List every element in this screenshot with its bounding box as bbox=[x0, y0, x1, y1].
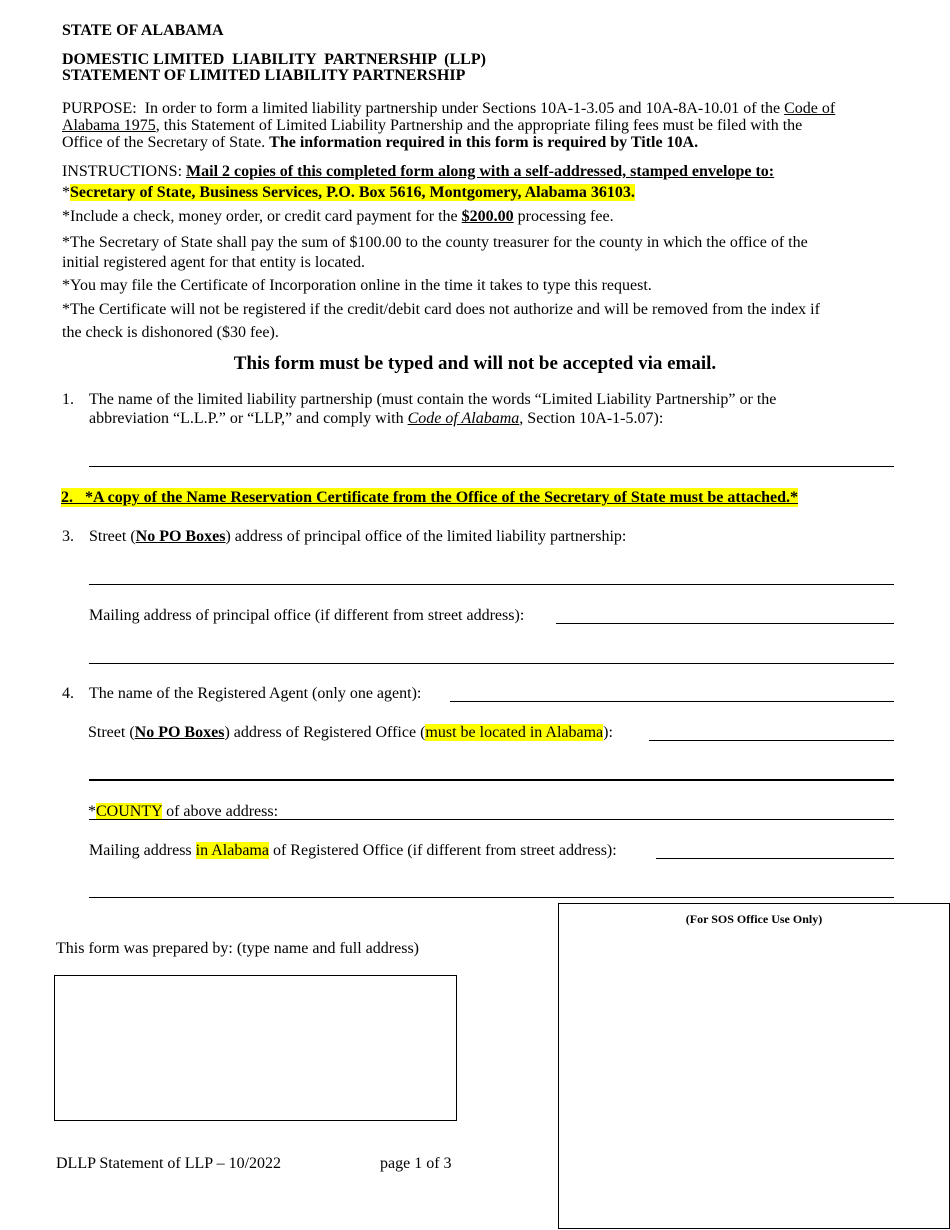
ro-post: ): bbox=[603, 724, 613, 741]
llp-name-field[interactable] bbox=[89, 466, 894, 467]
ro-mid: ) address of Registered Office ( bbox=[224, 724, 426, 741]
form-title: DOMESTIC LIMITED LIABILITY PARTNERSHIP (LLP) bbox=[62, 51, 486, 68]
ro-no-po-boxes: No PO Boxes bbox=[134, 724, 225, 741]
registered-office-field-2[interactable] bbox=[89, 779, 894, 781]
purpose-required: The information required in this form is required by Title 10A. bbox=[269, 134, 699, 151]
ro-mail-post: of Registered Office (if different from street address): bbox=[268, 842, 617, 859]
item-1-text: The name of the limited liability partnership (must contain the words “Limited Liability Partnership” or the bbox=[89, 391, 777, 408]
code-of-alabama-link: Code of bbox=[784, 100, 836, 117]
item-3-no-po-boxes: No PO Boxes bbox=[135, 528, 226, 545]
item-1-text-cont bbox=[89, 410, 663, 428]
ro-pre: Street ( bbox=[88, 724, 135, 741]
purpose-office: Office of the Secretary of State. bbox=[62, 134, 266, 151]
principal-street-field[interactable] bbox=[89, 584, 894, 585]
form-subtitle: STATEMENT OF LIMITED LIABILITY PARTNERSHIP bbox=[62, 67, 466, 84]
ro-alabama-highlight: must be located in Alabama bbox=[425, 724, 604, 741]
ro-mailing-label bbox=[89, 842, 617, 860]
mail-instructions: Mail 2 copies of this completed form along with a self-addressed, stamped envelope to: bbox=[186, 163, 775, 180]
online-filing-line: *You may file the Certificate of Incorporation online in the time it takes to type this request. bbox=[62, 277, 652, 294]
registered-agent-field[interactable] bbox=[450, 701, 894, 702]
prepared-by-box[interactable] bbox=[54, 975, 457, 1121]
item-1-section: , Section 10A-1-5.07): bbox=[519, 410, 664, 427]
certificate-line-1: *The Certificate will not be registered if the credit/debit card does not authorize and will be removed from the index if bbox=[62, 301, 820, 318]
ro-mail-highlight: in Alabama bbox=[195, 842, 269, 859]
registered-office-field[interactable] bbox=[649, 740, 894, 741]
item-4-number: 4. bbox=[62, 685, 74, 702]
mailing-address: Secretary of State, Business Services, P.O. Box 5616, Montgomery, Alabama 36103. bbox=[70, 184, 635, 201]
item-3-text bbox=[89, 528, 626, 546]
item-3-number: 3. bbox=[62, 528, 74, 545]
fee-pre: *Include a check, money order, or credit card payment for the bbox=[62, 208, 458, 225]
certificate-line-2: the check is dishonored ($30 fee). bbox=[62, 324, 279, 341]
county-field[interactable] bbox=[89, 819, 894, 820]
sos-office-use-box bbox=[558, 903, 950, 1229]
item-3-pre: Street ( bbox=[89, 528, 136, 545]
item-3-post: ) address of principal office of the limited liability partnership: bbox=[225, 528, 627, 545]
item-1-abbrev: abbreviation “L.L.P.” or “LLP,” and comply with bbox=[89, 410, 404, 427]
principal-mailing-field[interactable] bbox=[556, 623, 894, 624]
purpose-paragraph bbox=[62, 100, 892, 151]
registered-agent-label: The name of the Registered Agent (only one agent): bbox=[89, 685, 422, 702]
purpose-text-cont: , this Statement of Limited Liability Partnership and the appropriate filing fees must be filed with the bbox=[155, 117, 803, 134]
county-post: of above address: bbox=[162, 803, 279, 820]
principal-mailing-field-2[interactable] bbox=[89, 663, 894, 664]
state-heading: STATE OF ALABAMA bbox=[62, 22, 224, 39]
county-star: * bbox=[88, 803, 96, 820]
fee-amount: $200.00 bbox=[461, 208, 514, 225]
address-star: * bbox=[62, 184, 70, 201]
prepared-by-label: This form was prepared by: (type name and full address) bbox=[56, 940, 419, 957]
ro-mailing-field-2[interactable] bbox=[89, 897, 894, 898]
principal-mailing-label: Mailing address of principal office (if different from street address): bbox=[89, 607, 525, 624]
name-reservation-notice: 2. *A copy of the Name Reservation Certificate from the Office of the Secretary of State must be attached.* bbox=[61, 489, 798, 506]
instructions-line bbox=[62, 163, 774, 181]
item-1-number: 1. bbox=[62, 391, 74, 408]
mail-address-line bbox=[62, 184, 635, 202]
purpose-text: In order to form a limited liability partnership under Sections 10A-1-3.05 and 10A-8A-10.01 of the bbox=[144, 100, 781, 117]
form-id: DLLP Statement of LLP – 10/2022 bbox=[56, 1155, 282, 1172]
code-of-alabama-link-cont: Alabama 1975 bbox=[62, 117, 156, 134]
county-pay-line-1: *The Secretary of State shall pay the sum of $100.00 to the county treasurer for the county in which the office of the bbox=[62, 234, 808, 251]
ro-mailing-field[interactable] bbox=[656, 858, 894, 859]
registered-office-label bbox=[88, 724, 613, 742]
page-number: page 1 of 3 bbox=[380, 1155, 452, 1172]
item-1-code-ref: Code of Alabama bbox=[407, 410, 520, 427]
instructions-label: INSTRUCTIONS: bbox=[62, 163, 183, 180]
county-pay-line-2: initial registered agent for that entity is located. bbox=[62, 254, 366, 271]
sos-office-use-label: (For SOS Office Use Only) bbox=[685, 912, 823, 926]
county-highlight: COUNTY bbox=[96, 803, 163, 820]
purpose-label: PURPOSE: bbox=[62, 100, 137, 117]
fee-line bbox=[62, 208, 614, 226]
ro-mail-pre: Mailing address bbox=[89, 842, 196, 859]
fee-post: processing fee. bbox=[517, 208, 614, 225]
typed-form-notice: This form must be typed and will not be accepted via email. bbox=[233, 353, 717, 374]
